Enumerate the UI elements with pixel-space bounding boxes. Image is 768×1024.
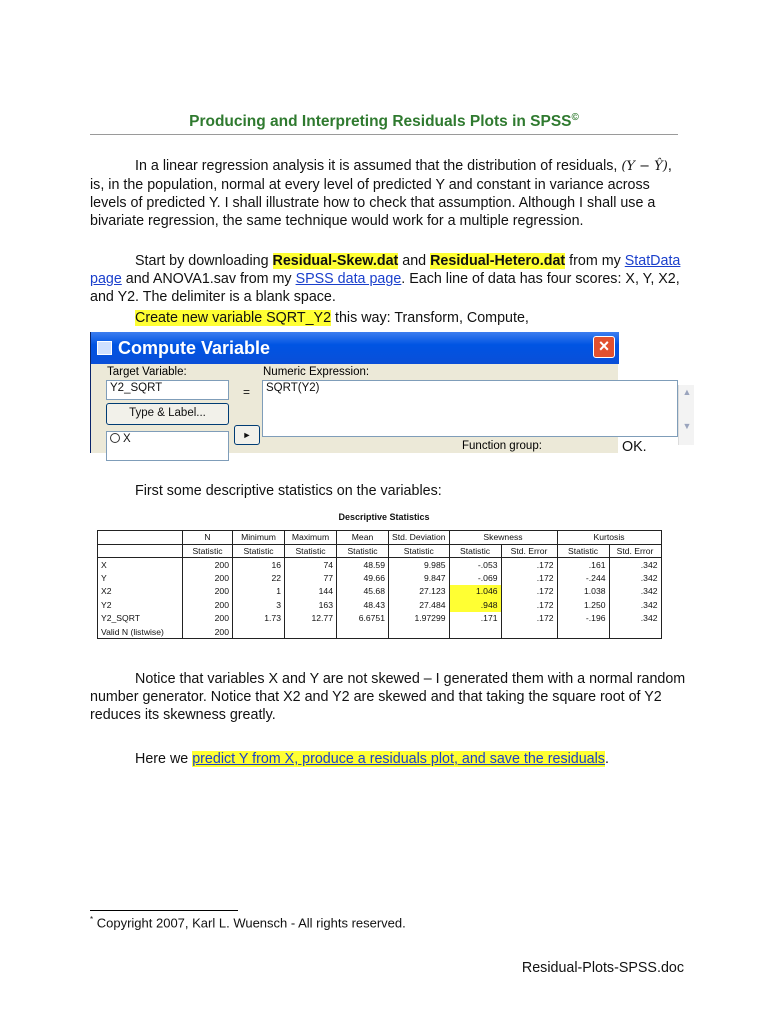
table-cell — [285, 625, 337, 639]
paragraph-descriptives: First some descriptive statistics on the variables: — [135, 483, 442, 499]
footnote-text: Copyright 2007, Karl L. Wuensch - All rights reserved. — [93, 915, 406, 931]
table-cell: 9.985 — [389, 558, 450, 572]
equals-sign: = — [243, 385, 251, 399]
dialog-title: Compute Variable — [118, 338, 271, 358]
spss-data-page-link[interactable]: SPSS data page — [295, 271, 402, 287]
file-residual-skew: Residual-Skew.dat — [272, 253, 399, 269]
download-text-5: . Each line of data has four scores: X, Y, X2, and Y2. The delimiter is a blank space. — [90, 271, 680, 305]
paragraph-compute — [90, 309, 690, 327]
table-cell: 27.484 — [389, 598, 450, 612]
row-label: Valid N (listwise) — [98, 625, 183, 639]
file-residual-hetero: Residual-Hetero.dat — [430, 253, 566, 269]
dialog-titlebar — [91, 332, 619, 364]
subheader-cell: Statistic — [449, 544, 501, 558]
table-caption: Descriptive Statistics — [338, 512, 430, 522]
table-cell: .172 — [501, 612, 557, 626]
row-label: Y2_SQRT — [98, 612, 183, 626]
numeric-expression-input[interactable]: SQRT(Y2) — [262, 380, 678, 437]
predict-y-link[interactable]: predict Y from X, produce a residuals plot, and save the residuals — [192, 751, 605, 767]
table-cell: 45.68 — [337, 585, 389, 599]
table-cell: 48.59 — [337, 558, 389, 572]
paragraph-skewness-notes: Notice that variables X and Y are not skewed – I generated them with a normal random number generator. Notice that X2 and Y2 are skewed and that taking the square root of Y2 reduces its skewness greatly. — [90, 671, 686, 723]
table-cell: 200 — [183, 558, 233, 572]
table-row — [98, 625, 662, 639]
table-cell — [501, 625, 557, 639]
title-rule — [90, 134, 678, 135]
table-cell: 1.73 — [233, 612, 285, 626]
title-text: Producing and Interpreting Residuals Plots in SPSS — [189, 113, 572, 131]
table-cell: .342 — [609, 558, 661, 572]
download-text-1: Start by downloading — [135, 253, 273, 269]
descriptive-statistics-table — [97, 530, 662, 639]
paragraph-regression — [90, 750, 690, 768]
table-cell: .171 — [449, 612, 501, 626]
table-cell — [449, 625, 501, 639]
paragraph-download — [90, 252, 690, 306]
footnote — [90, 915, 406, 930]
numeric-variable-icon — [110, 433, 120, 443]
download-text-3: from my — [565, 253, 625, 269]
table-cell: 1 — [233, 585, 285, 599]
table-cell: 1.038 — [557, 585, 609, 599]
table-cell: 200 — [183, 585, 233, 599]
skewness-highlight-cell: 1.046 — [449, 585, 501, 599]
scroll-down-icon[interactable]: ▼ — [682, 421, 692, 431]
subheader-cell: Statistic — [337, 544, 389, 558]
header-cell: Std. Deviation — [389, 531, 450, 545]
row-label: X2 — [98, 585, 183, 599]
table-cell: .342 — [609, 585, 661, 599]
subheader-cell: Statistic — [285, 544, 337, 558]
table-cell: .172 — [501, 585, 557, 599]
download-text-2: and — [398, 253, 431, 269]
table-cell: 144 — [285, 585, 337, 599]
table-cell: .342 — [609, 598, 661, 612]
header-cell: Maximum — [285, 531, 337, 545]
table-cell: 163 — [285, 598, 337, 612]
regression-text-1: Here we — [135, 751, 193, 767]
subheader-cell: Statistic — [557, 544, 609, 558]
title-mark: © — [571, 112, 579, 123]
corner-cell — [98, 544, 183, 558]
table-cell: 22 — [233, 571, 285, 585]
close-button[interactable]: × — [593, 336, 615, 358]
statdata-page-link[interactable]: StatData page — [90, 253, 681, 287]
subheader-cell: Statistic — [183, 544, 233, 558]
create-variable-highlight: Create new variable SQRT_Y2 — [135, 310, 332, 326]
table-cell: -.196 — [557, 612, 609, 626]
table-cell: 9.847 — [389, 571, 450, 585]
type-label-button[interactable]: Type & Label... — [106, 403, 229, 425]
table-cell: 27.123 — [389, 585, 450, 599]
page-footer: Residual-Plots-SPSS.doc — [521, 960, 684, 976]
subheader-cell: Statistic — [389, 544, 450, 558]
document-title — [0, 112, 768, 131]
move-variable-button[interactable]: ► — [234, 425, 260, 445]
row-label: Y — [98, 571, 183, 585]
expression-scrollbar[interactable] — [678, 385, 694, 445]
download-text-4: and ANOVA1.sav from my — [121, 271, 296, 287]
row-label: Y2 — [98, 598, 183, 612]
table-cell — [609, 625, 661, 639]
compute-text: this way: Transform, Compute, — [331, 310, 529, 326]
subheader-row — [98, 544, 662, 558]
ok-text: OK. — [622, 439, 647, 455]
table-cell: -.244 — [557, 571, 609, 585]
header-row — [98, 531, 662, 545]
table-cell: 6.6751 — [337, 612, 389, 626]
target-variable-label: Target Variable: — [107, 366, 187, 378]
table-cell — [233, 625, 285, 639]
table-row — [98, 571, 662, 585]
table-cell: 200 — [183, 612, 233, 626]
table-row — [98, 612, 662, 626]
subheader-cell: Std. Error — [501, 544, 557, 558]
table-cell: 77 — [285, 571, 337, 585]
row-label: X — [98, 558, 183, 572]
table-cell: .172 — [501, 558, 557, 572]
header-cell: Skewness — [449, 531, 557, 545]
regression-text-2: . — [604, 751, 609, 767]
skewness-highlight-cell: .948 — [449, 598, 501, 612]
intro-rest: , is, in the population, normal at every level of predicted Y and constant in variance across levels of predicted Y. I shall illustrate how to check that assumption. Although I shall use a bivariate regression, the same technique would work for a multiple regression. — [90, 158, 672, 229]
header-cell: N — [183, 531, 233, 545]
footnote-mark: * — [90, 915, 94, 924]
header-cell: Mean — [337, 531, 389, 545]
table-cell: .172 — [501, 598, 557, 612]
table-cell: -.069 — [449, 571, 501, 585]
intro-text: In a linear regression analysis it is assumed that the distribution of residuals, — [135, 158, 618, 174]
table-cell: -.053 — [449, 558, 501, 572]
subheader-cell: Std. Error — [609, 544, 661, 558]
table-cell: .342 — [609, 571, 661, 585]
table-cell: 1.250 — [557, 598, 609, 612]
table-cell — [557, 625, 609, 639]
app-icon — [97, 341, 112, 355]
table-cell: 16 — [233, 558, 285, 572]
table-cell: 48.43 — [337, 598, 389, 612]
table-cell: 12.77 — [285, 612, 337, 626]
table-cell: .342 — [609, 612, 661, 626]
table-row — [98, 585, 662, 599]
subheader-cell: Statistic — [233, 544, 285, 558]
function-group-label: Function group: — [462, 440, 542, 452]
table-cell — [389, 625, 450, 639]
header-cell: Kurtosis — [557, 531, 661, 545]
target-variable-input[interactable]: Y2_SQRT — [106, 380, 229, 400]
table-cell: 3 — [233, 598, 285, 612]
table-cell: 200 — [183, 571, 233, 585]
paragraph-intro — [90, 157, 690, 230]
table-cell: 49.66 — [337, 571, 389, 585]
table-row — [98, 558, 662, 572]
variable-item-x[interactable]: X — [123, 433, 131, 445]
table-cell: .172 — [501, 571, 557, 585]
scroll-up-icon[interactable]: ▲ — [682, 387, 692, 397]
numeric-expression-label: Numeric Expression: — [263, 366, 370, 378]
table-cell: 200 — [183, 625, 233, 639]
table-row — [98, 598, 662, 612]
footnote-rule — [90, 910, 238, 911]
table-cell: .161 — [557, 558, 609, 572]
residual-formula: (Y − Ŷ) — [621, 159, 668, 174]
table-cell — [337, 625, 389, 639]
table-cell: 1.97299 — [389, 612, 450, 626]
table-cell: 200 — [183, 598, 233, 612]
variable-list[interactable] — [106, 431, 229, 461]
corner-cell — [98, 531, 183, 545]
header-cell: Minimum — [233, 531, 285, 545]
table-cell: 74 — [285, 558, 337, 572]
